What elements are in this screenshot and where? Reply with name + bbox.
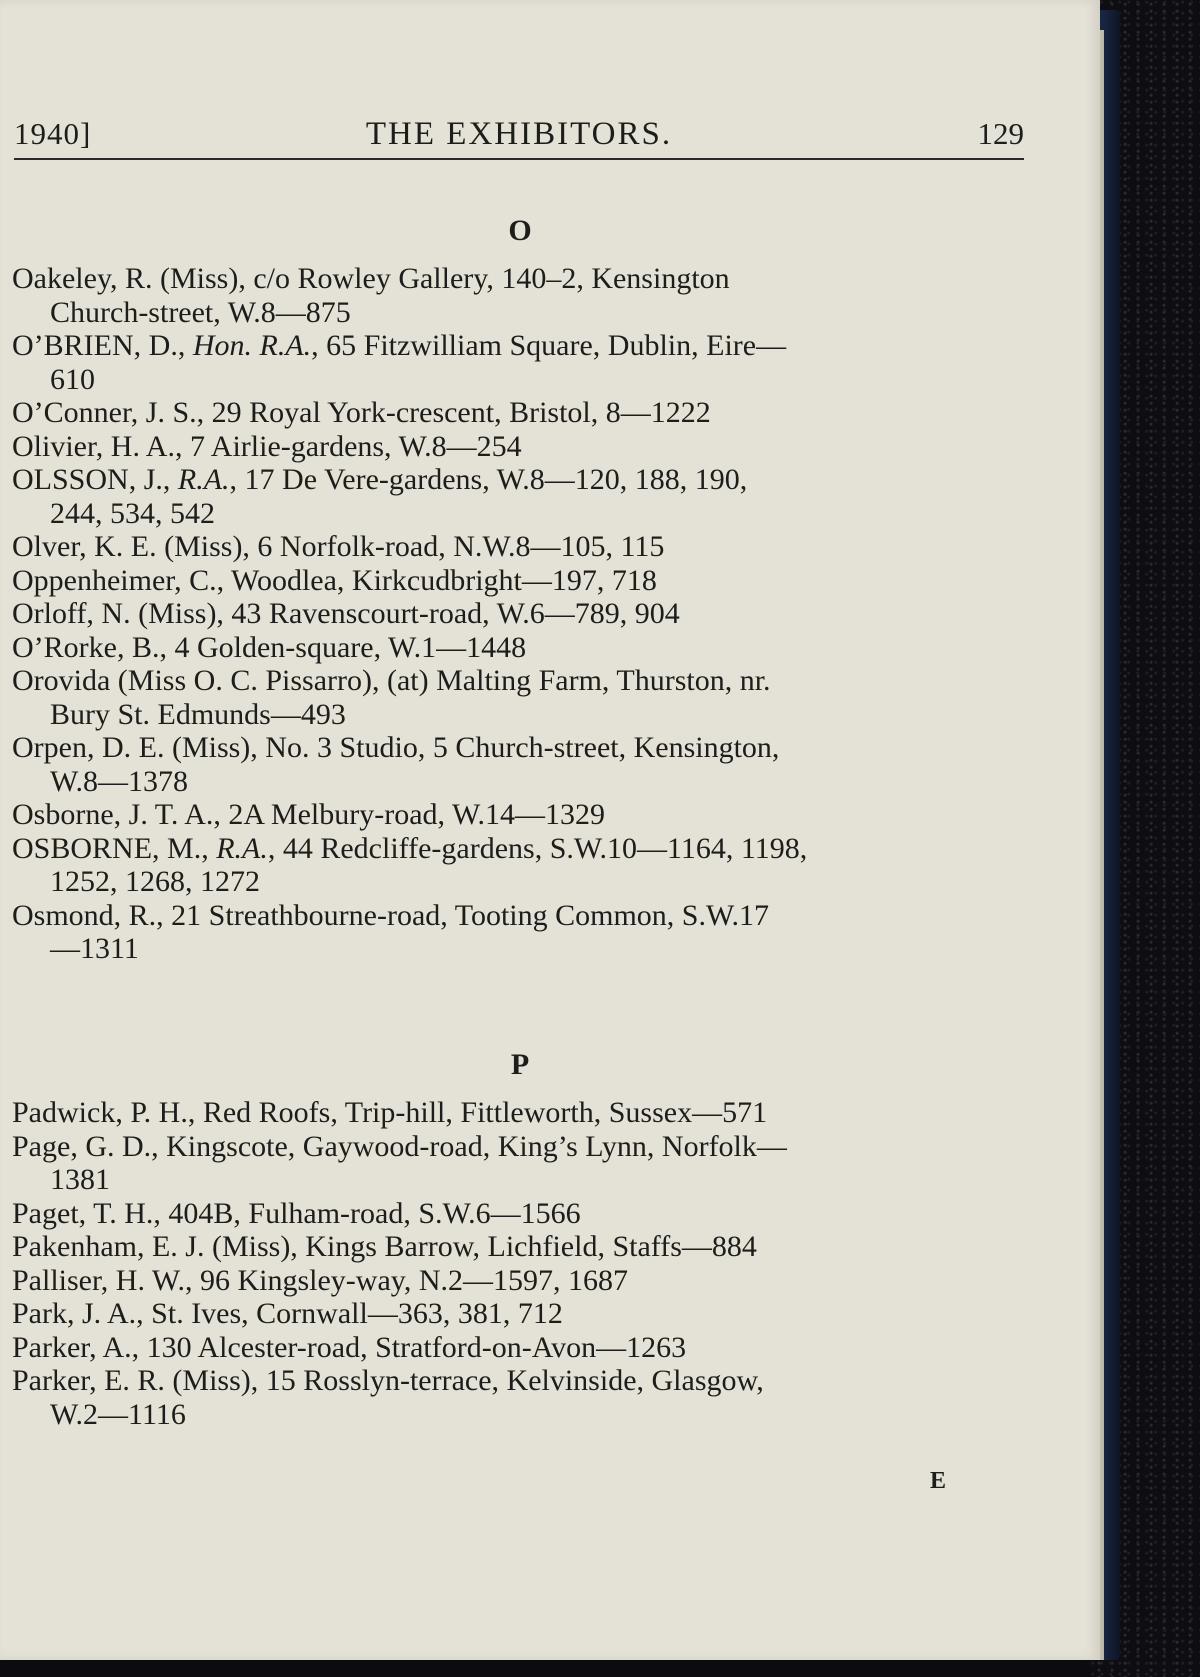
exhibitor-entry: [12, 463, 1032, 530]
entry-line: Osmond, R., 21 Streathbourne-road, Tooting Common, S.W.17: [12, 898, 770, 932]
academy-designation: Hon. R.A.: [192, 329, 312, 362]
signature-mark: E: [930, 1468, 947, 1494]
exhibitor-entry: [12, 1264, 1032, 1298]
exhibitor-entry: [12, 1130, 1032, 1197]
entry-continuation-line: 1252, 1268, 1272: [50, 865, 260, 898]
entry-line: Park, J. A., St. Ives, Cornwall—363, 381, 712: [12, 1297, 563, 1330]
exhibitor-entry: [12, 664, 1032, 731]
entry-continuation-line: —1311: [50, 932, 139, 965]
entry-continuation-line: Bury St. Edmunds—493: [50, 697, 346, 731]
entry-line: Olivier, H. A., 7 Airlie-gardens, W.8—254: [12, 429, 522, 463]
header-rule: [14, 158, 1024, 160]
section-letter-p: P: [510, 1048, 530, 1081]
exhibitor-entry: [12, 631, 1032, 665]
entry-line: O’Rorke, B., 4 Golden-square, W.1—1448: [12, 630, 527, 664]
exhibitor-entry: [12, 1297, 1032, 1331]
exhibitor-entry: [12, 430, 1032, 464]
entry-line: OSBORNE, M., R.A., 44 Redcliffe-gardens, S.W.10—1164, 1198,: [12, 831, 808, 865]
exhibitor-entry: [12, 1096, 1032, 1130]
exhibitor-entry: [12, 564, 1032, 598]
entry-line: Oakeley, R. (Miss), c/o Rowley Gallery, 140–2, Kensington: [12, 262, 730, 295]
running-head-title: THE EXHIBITORS.: [365, 116, 673, 152]
entry-line: Parker, E. R. (Miss), 15 Rosslyn-terrace, Kelvinside, Glasgow,: [12, 1364, 764, 1397]
exhibitor-entry: [12, 899, 1032, 966]
page-number: 129: [977, 116, 1024, 151]
entry-line: Olver, K. E. (Miss), 6 Norfolk-road, N.W.8—105, 115: [12, 530, 665, 563]
academy-designation: R.A.: [216, 831, 268, 865]
entry-continuation-line: W.8—1378: [50, 764, 189, 798]
section-p-entries: [12, 1096, 1032, 1431]
entry-line: Oppenheimer, C., Woodlea, Kirkcudbright—197, 718: [12, 563, 657, 597]
section-o-entries: [12, 262, 1032, 966]
exhibitor-entry: [12, 1197, 1032, 1231]
running-head-year: 1940]: [14, 116, 92, 151]
exhibitor-entry: [12, 530, 1032, 564]
entry-line: Osborne, J. T. A., 2A Melbury-road, W.14—1329: [12, 798, 606, 831]
exhibitor-entry: [12, 1364, 1032, 1431]
entry-line: Orloff, N. (Miss), 43 Ravenscourt-road, W.6—789, 904: [12, 597, 680, 630]
entry-line: Palliser, H. W., 96 Kingsley-way, N.2—1597, 1687: [12, 1263, 628, 1297]
academy-designation: R.A.: [177, 463, 230, 496]
entry-continuation-line: W.2—1116: [50, 1397, 186, 1431]
exhibitor-entry: [12, 798, 1032, 832]
entry-continuation-line: 244, 534, 542: [50, 496, 215, 530]
entry-line: O’BRIEN, D., Hon. R.A., 65 Fitzwilliam Square, Dublin, Eire—: [12, 329, 787, 362]
entry-line: Paget, T. H., 404B, Fulham-road, S.W.6—1566: [12, 1196, 581, 1230]
entry-line: Orpen, D. E. (Miss), No. 3 Studio, 5 Church-street, Kensington,: [12, 731, 780, 764]
entry-line: Pakenham, E. J. (Miss), Kings Barrow, Lichfield, Staffs—884: [12, 1230, 757, 1263]
entry-continuation-line: 1381: [50, 1163, 110, 1196]
exhibitor-entry: [12, 396, 1032, 430]
exhibitor-entry: [12, 731, 1032, 798]
exhibitor-entry: [12, 329, 1032, 396]
running-head: [14, 110, 1024, 160]
exhibitor-entry: [12, 262, 1032, 329]
entry-continuation-line: 610: [50, 362, 95, 396]
entry-continuation-line: Church-street, W.8—875: [50, 295, 351, 329]
exhibitor-entry: [12, 1331, 1032, 1365]
exhibitor-entry: [12, 1230, 1032, 1264]
exhibitor-entry: [12, 832, 1032, 899]
entry-line: Parker, A., 130 Alcester-road, Stratford-on-Avon—1263: [12, 1330, 687, 1364]
exhibitor-entry: [12, 597, 1032, 631]
entry-line: Orovida (Miss O. C. Pissarro), (at) Malting Farm, Thurston, nr.: [12, 664, 771, 697]
entry-line: OLSSON, J., R.A., 17 De Vere-gardens, W.8—120, 188, 190,: [12, 463, 748, 496]
section-letter-o: O: [508, 214, 532, 247]
entry-line: Page, G. D., Kingscote, Gaywood-road, King’s Lynn, Norfolk—: [12, 1129, 787, 1163]
entry-line: O’Conner, J. S., 29 Royal York-crescent, Bristol, 8—1222: [12, 396, 711, 429]
entry-line: Padwick, P. H., Red Roofs, Trip-hill, Fittleworth, Sussex—571: [12, 1096, 768, 1129]
